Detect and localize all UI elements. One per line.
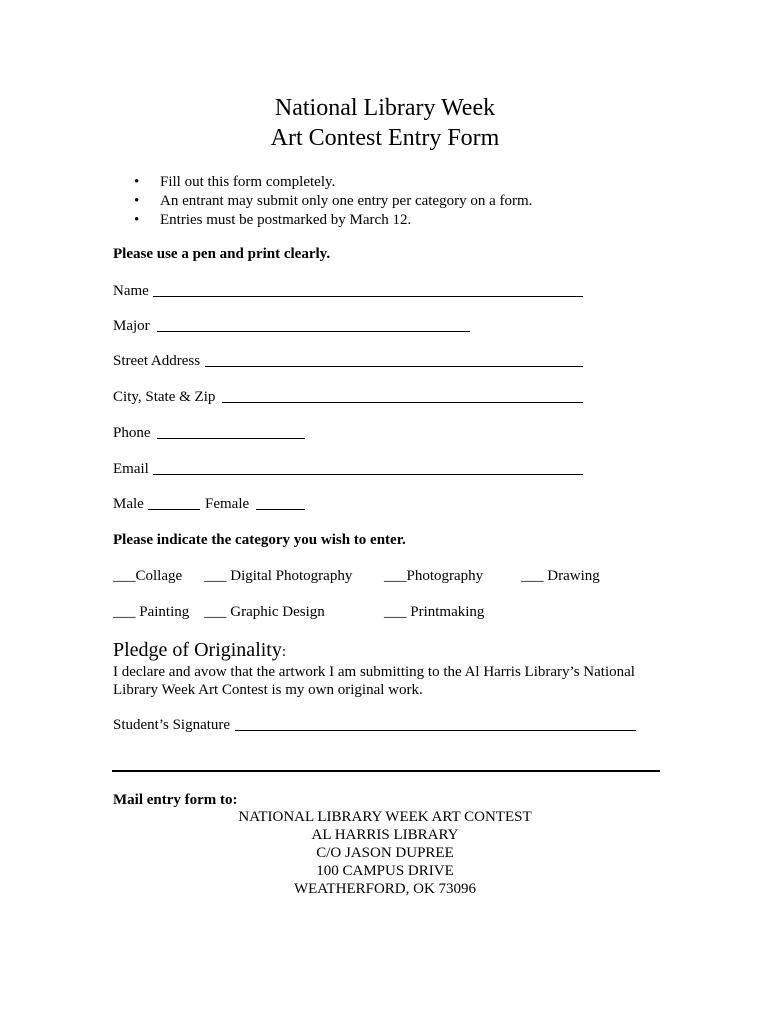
city-label: City, State & Zip [113, 389, 216, 405]
mail-address-line: WEATHERFORD, OK 73096 [293, 881, 477, 897]
category-painting[interactable]: ___ Painting [113, 604, 190, 620]
male-field-line[interactable] [148, 495, 200, 510]
form-title-line1: National Library Week [274, 95, 496, 121]
bullet-icon: • [134, 174, 140, 190]
mail-address-line: 100 CAMPUS DRIVE [316, 863, 454, 879]
city-field-line[interactable] [222, 388, 583, 403]
major-label: Major [113, 318, 150, 334]
mail-address-line: AL HARRIS LIBRARY [311, 827, 459, 843]
category-collage[interactable]: ___Collage [113, 568, 183, 584]
major-field-line[interactable] [157, 317, 470, 332]
bullet-icon: • [134, 212, 140, 228]
email-field-line[interactable] [153, 460, 583, 475]
signature-label: Student’s Signature [113, 717, 231, 733]
category-drawing[interactable]: ___ Drawing [521, 568, 600, 584]
category-printmaking[interactable]: ___ Printmaking [384, 604, 485, 620]
pledge-text-line2: Library Week Art Contest is my own original work. [113, 682, 423, 698]
category-digital-photography[interactable]: ___ Digital Photography [204, 568, 353, 584]
mail-heading: Mail entry form to: [113, 792, 238, 808]
mail-address-line: C/O JASON DUPREE [316, 845, 454, 861]
female-field-line[interactable] [256, 495, 305, 510]
female-label: Female [205, 496, 250, 512]
mail-address-line: NATIONAL LIBRARY WEEK ART CONTEST [238, 809, 532, 825]
name-label: Name [113, 283, 149, 299]
signature-field-line[interactable] [235, 716, 636, 731]
pledge-text-line1: I declare and avow that the artwork I am submitting to the Al Harris Library’s National [113, 664, 635, 680]
name-field-line[interactable] [153, 282, 583, 297]
email-label: Email [113, 461, 149, 477]
pen-note: Please use a pen and print clearly. [113, 246, 331, 262]
category-photography[interactable]: ___Photography [384, 568, 484, 584]
category-graphic-design[interactable]: ___ Graphic Design [204, 604, 325, 620]
street-field-line[interactable] [205, 352, 583, 367]
bullet-icon: • [134, 193, 140, 209]
street-label: Street Address [113, 353, 201, 369]
category-prompt: Please indicate the category you wish to enter. [113, 532, 406, 548]
section-divider [112, 770, 660, 772]
male-label: Male [113, 496, 144, 512]
phone-field-line[interactable] [157, 424, 305, 439]
pledge-heading: Pledge of Originality: [113, 639, 287, 661]
phone-label: Phone [113, 425, 151, 441]
form-title-line2: Art Contest Entry Form [270, 125, 500, 151]
